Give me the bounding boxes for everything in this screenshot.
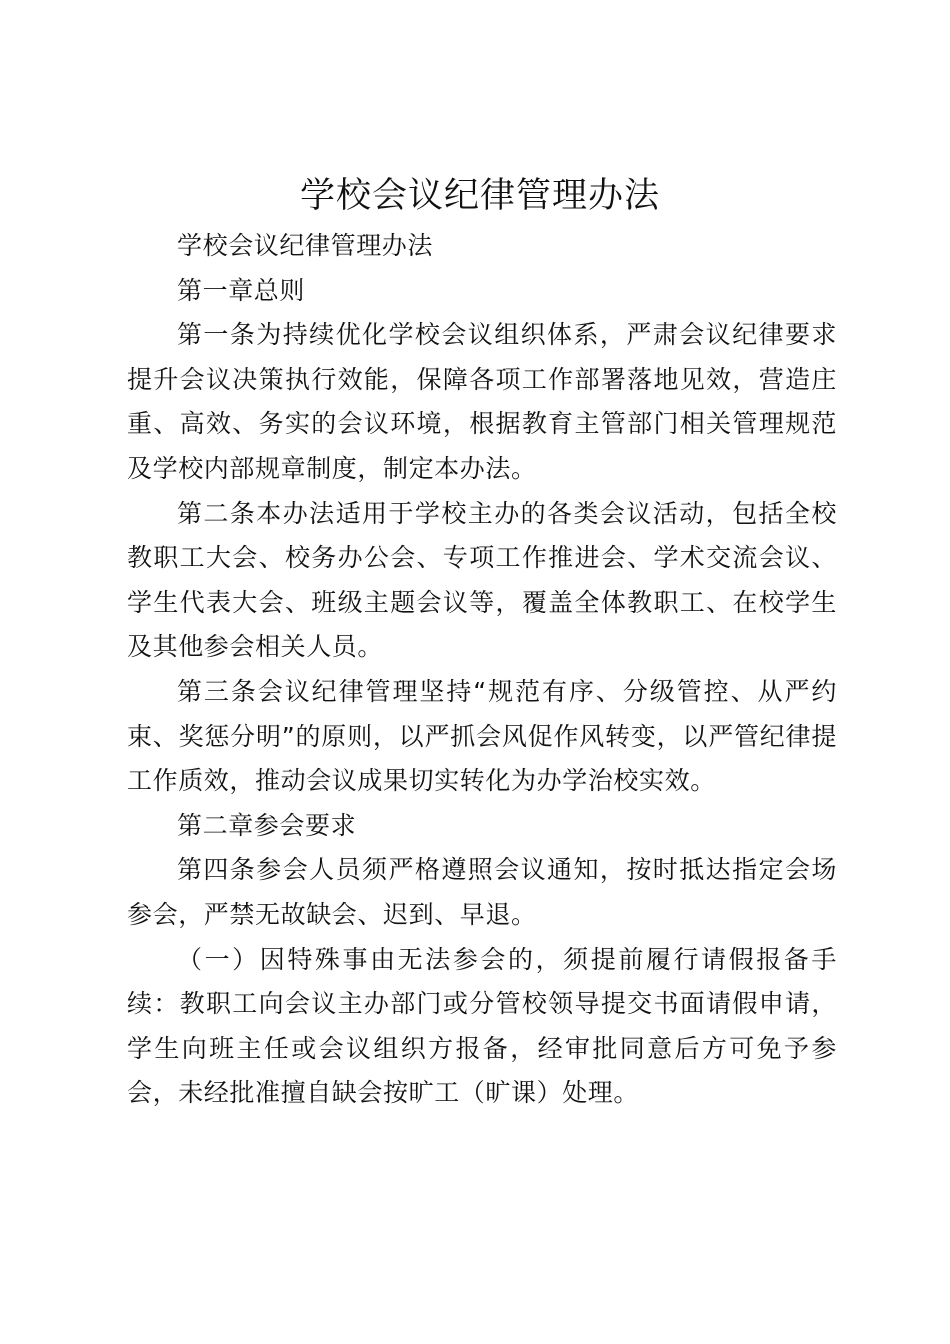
article-4-item-1-paragraph: （一）因特殊事由无法参会的，须提前履行请假报备手续：教职工向会议主办部门或分管校领导提交书面请假申请，学生向班主任或会议组织方报备，经审批同意后方可免予参会，未经批准擅自缺会按旷工（旷课）处理。 [127,944,837,1108]
chapter-heading-1: 第一章总则 [177,275,306,305]
article-1-paragraph: 第一条为持续优化学校会议组织体系，严肃会议纪律要求提升会议决策执行效能，保障各项工作部署落地见效，营造庄重、高效、务实的会议环境，根据教育主管部门相关管理规范及学校内部规章制度，制定本办法。 [127,320,837,483]
document-body [127,224,837,1116]
subtitle-paragraph: 学校会议纪律管理办法 [177,231,434,260]
article-3-paragraph: 第三条会议纪律管理坚持“规范有序、分级管控、从严约束、奖惩分明”的原则，以严抓会风促作风转变，以严管纪律提工作质效，推动会议成果切实转化为办学治校实效。 [127,676,837,796]
chapter-heading-2: 第二章参会要求 [177,810,357,840]
document-title: 学校会议纪律管理办法 [299,176,660,216]
article-2-paragraph: 第二条本办法适用于学校主办的各类会议活动，包括全校教职工大会、校务办公会、专项工作推进会、学术交流会议、学生代表大会、班级主题会议等，覆盖全体教职工、在校学生及其他参会相关人员。 [127,498,837,662]
article-4-paragraph: 第四条参会人员须严格遵照会议通知，按时抵达指定会场参会，严禁无故缺会、迟到、早退。 [127,855,837,929]
